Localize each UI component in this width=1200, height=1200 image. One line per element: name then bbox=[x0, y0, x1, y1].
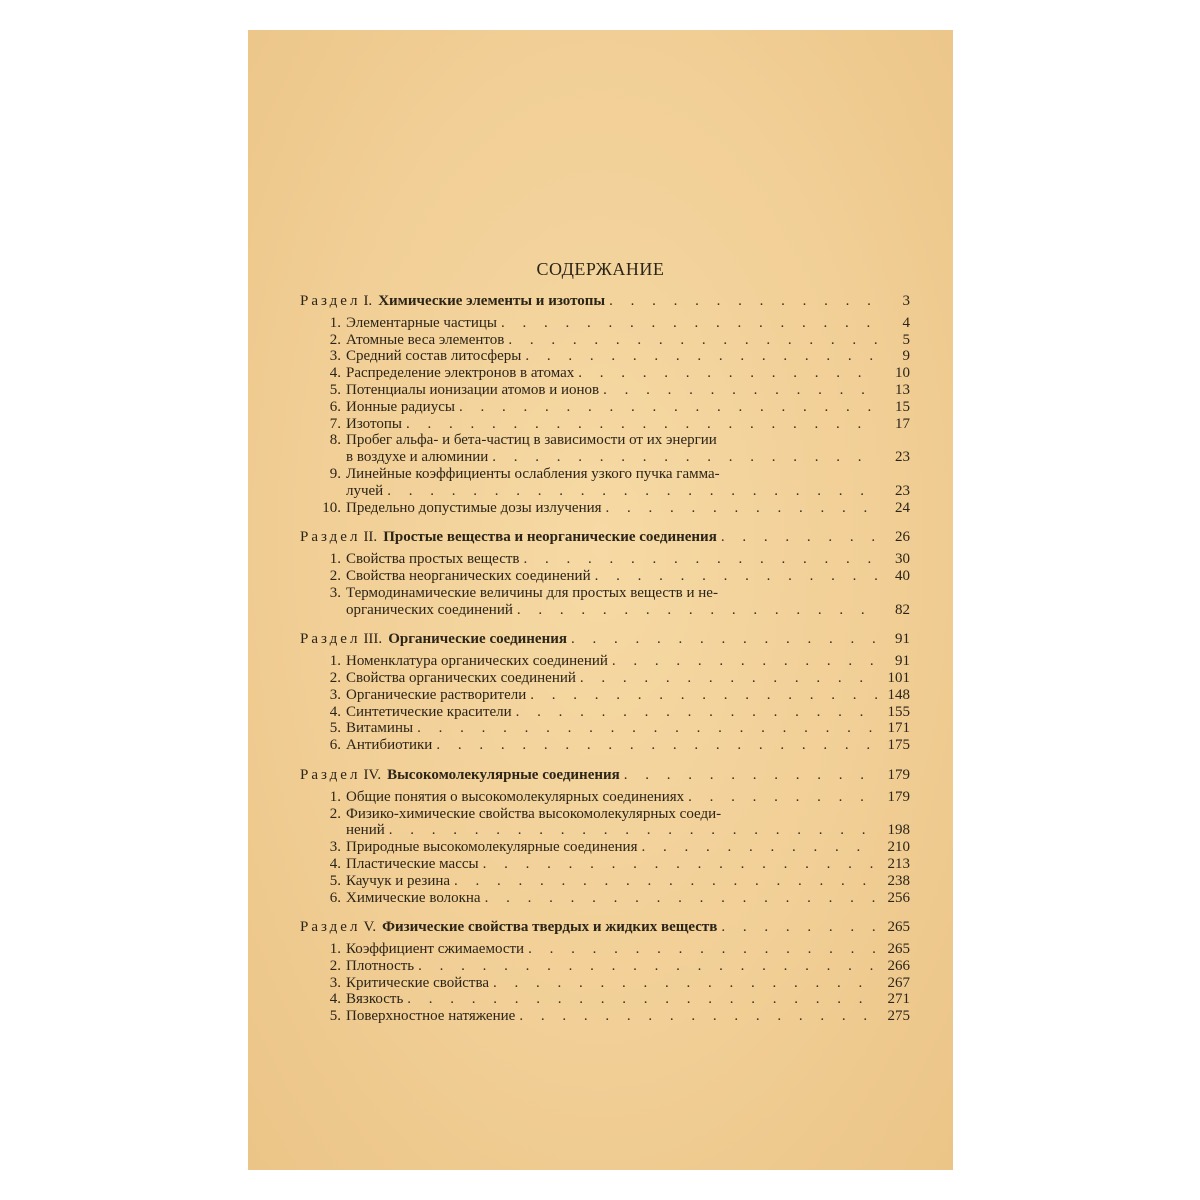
toc-entry bbox=[300, 432, 910, 449]
dot-leader bbox=[721, 919, 878, 936]
section-name: Физические свойства твердых и жидких веществ bbox=[382, 919, 718, 936]
entry-title: Свойства органических соединений bbox=[346, 669, 576, 686]
toc-entry bbox=[300, 890, 910, 907]
dot-leader bbox=[407, 991, 878, 1008]
section-heading bbox=[300, 293, 910, 310]
entry-title-continued: лучей bbox=[346, 482, 384, 499]
toc-entry bbox=[300, 1008, 910, 1025]
dot-leader bbox=[519, 1008, 878, 1025]
entry-title: Пластические массы bbox=[346, 855, 479, 872]
dot-leader bbox=[483, 856, 878, 873]
section-numeral: III. bbox=[363, 631, 383, 648]
page-number: 210 bbox=[887, 839, 910, 856]
dot-leader bbox=[609, 293, 878, 310]
dot-leader bbox=[516, 704, 878, 721]
section-heading bbox=[300, 919, 910, 936]
section-numeral: I. bbox=[363, 293, 373, 309]
page-number: 155 bbox=[887, 703, 910, 720]
page-number: 30 bbox=[895, 551, 910, 568]
entry-title: Потенциалы ионизации атомов и ионов bbox=[346, 381, 600, 398]
dot-leader bbox=[688, 789, 878, 806]
page-number: 10 bbox=[895, 365, 910, 382]
entry-title: Критические свойства bbox=[346, 974, 489, 991]
toc-entry-continuation bbox=[300, 822, 910, 839]
toc-entry bbox=[300, 416, 910, 433]
page-number: 148 bbox=[887, 686, 910, 703]
entry-number: 3. bbox=[329, 839, 341, 856]
dot-leader bbox=[530, 687, 878, 704]
toc-entry bbox=[300, 466, 910, 483]
dot-leader bbox=[501, 315, 878, 332]
toc-entry bbox=[300, 873, 910, 890]
page-number: 91 bbox=[895, 631, 910, 648]
toc-entry bbox=[300, 382, 910, 399]
dot-leader bbox=[493, 975, 878, 992]
entry-title: Коэффициент сжимаемости bbox=[346, 941, 525, 958]
page-number: 24 bbox=[895, 499, 910, 516]
entry-title: Ионные радиусы bbox=[346, 398, 455, 415]
toc-entry bbox=[300, 399, 910, 416]
page-number: 4 bbox=[902, 314, 910, 331]
entry-title: Природные высокомолекулярные соединения bbox=[346, 839, 638, 856]
section-word: Раздел bbox=[300, 919, 361, 936]
toc-entry bbox=[300, 568, 910, 585]
toc-entry bbox=[300, 332, 910, 349]
toc-entry bbox=[300, 670, 910, 687]
entry-number: 6. bbox=[329, 889, 341, 906]
entry-number: 8. bbox=[329, 432, 341, 449]
entry-title: Каучук и резина bbox=[346, 872, 451, 889]
toc-entry bbox=[300, 975, 910, 992]
entry-number: 2. bbox=[329, 805, 341, 822]
page-number: 40 bbox=[895, 567, 910, 584]
page-number: 26 bbox=[895, 529, 910, 546]
entry-title: Атомные веса элементов bbox=[346, 331, 505, 348]
page-number: 175 bbox=[887, 737, 910, 754]
entry-title: Изотопы bbox=[346, 415, 402, 432]
section-name: Химические элементы и изотопы bbox=[378, 293, 606, 309]
entry-number: 2. bbox=[329, 331, 341, 348]
page-number: 17 bbox=[895, 415, 910, 432]
page-number: 179 bbox=[887, 766, 910, 783]
toc-entry-continuation bbox=[300, 449, 910, 466]
dot-leader bbox=[528, 941, 878, 958]
entry-number: 2. bbox=[329, 567, 341, 584]
entry-number: 7. bbox=[329, 415, 341, 432]
dot-leader bbox=[517, 602, 878, 619]
entry-number: 6. bbox=[329, 737, 341, 754]
toc-entry bbox=[300, 687, 910, 704]
dot-leader bbox=[387, 483, 878, 500]
entry-title: Общие понятия о высокомолекулярных соединениях bbox=[346, 788, 685, 805]
toc-entry bbox=[300, 941, 910, 958]
toc-entry bbox=[300, 315, 910, 332]
entry-number: 1. bbox=[329, 551, 341, 568]
toc-entry bbox=[300, 653, 910, 670]
dot-leader bbox=[492, 449, 878, 466]
page-number: 179 bbox=[887, 788, 910, 805]
page-number: 9 bbox=[902, 348, 910, 365]
section-word: Раздел bbox=[300, 293, 361, 309]
entry-title-continued: органических соединений bbox=[346, 601, 513, 618]
entry-number: 4. bbox=[329, 365, 341, 382]
section-numeral: IV. bbox=[363, 766, 382, 783]
dot-leader bbox=[524, 551, 879, 568]
entry-title-continued: нений bbox=[346, 822, 385, 839]
toc-entry bbox=[300, 839, 910, 856]
page-number: 265 bbox=[887, 919, 910, 936]
entry-number: 1. bbox=[329, 314, 341, 331]
toc-entry bbox=[300, 806, 910, 823]
table-of-contents bbox=[300, 293, 910, 1038]
section-heading bbox=[300, 631, 910, 648]
page-number: 266 bbox=[887, 957, 910, 974]
page-number: 23 bbox=[895, 482, 910, 499]
dot-leader bbox=[721, 529, 878, 546]
entry-title: Антибиотики bbox=[346, 737, 433, 754]
entry-number: 3. bbox=[329, 686, 341, 703]
entry-number: 5. bbox=[329, 872, 341, 889]
entry-title: Средний состав литосферы bbox=[346, 348, 522, 365]
entry-number: 3. bbox=[329, 974, 341, 991]
dot-leader bbox=[508, 332, 878, 349]
page-number: 3 bbox=[902, 293, 910, 309]
entry-number: 5. bbox=[329, 381, 341, 398]
toc-entry bbox=[300, 704, 910, 721]
toc-entry bbox=[300, 551, 910, 568]
page-number: 82 bbox=[895, 601, 910, 618]
entry-title: Свойства неорганических соединений bbox=[346, 567, 591, 584]
entry-number: 6. bbox=[329, 398, 341, 415]
dot-leader bbox=[606, 500, 878, 517]
page-number: 265 bbox=[887, 941, 910, 958]
toc-entry-continuation bbox=[300, 602, 910, 619]
entry-title: Линейные коэффициенты ослабления узкого пучка гамма- bbox=[346, 465, 720, 482]
page-number: 213 bbox=[887, 855, 910, 872]
page-number: 15 bbox=[895, 398, 910, 415]
page-number: 23 bbox=[895, 449, 910, 466]
dot-leader bbox=[389, 822, 878, 839]
section-word: Раздел bbox=[300, 529, 361, 546]
toc-section bbox=[300, 631, 910, 754]
entry-number: 3. bbox=[329, 348, 341, 365]
toc-entry-continuation bbox=[300, 483, 910, 500]
section-heading bbox=[300, 767, 910, 784]
page-number: 101 bbox=[887, 669, 910, 686]
section-name: Высокомолекулярные соединения bbox=[387, 766, 620, 783]
page-number: 238 bbox=[887, 872, 910, 889]
entry-title: Витамины bbox=[346, 720, 414, 737]
entry-number: 4. bbox=[329, 991, 341, 1008]
section-name: Органические соединения bbox=[388, 631, 567, 648]
toc-entry bbox=[300, 348, 910, 365]
section-heading bbox=[300, 529, 910, 546]
dot-leader bbox=[603, 382, 878, 399]
dot-leader bbox=[595, 568, 878, 585]
toc-entry bbox=[300, 585, 910, 602]
dot-leader bbox=[578, 365, 878, 382]
dot-leader bbox=[525, 348, 878, 365]
page-number: 271 bbox=[887, 991, 910, 1008]
entry-title: Синтетические красители bbox=[346, 703, 512, 720]
entry-number: 2. bbox=[329, 669, 341, 686]
dot-leader bbox=[485, 890, 878, 907]
dot-leader bbox=[571, 631, 878, 648]
toc-section bbox=[300, 293, 910, 516]
toc-entry bbox=[300, 789, 910, 806]
entry-title: Плотность bbox=[346, 957, 415, 974]
dot-leader bbox=[612, 653, 878, 670]
entry-title: Свойства простых веществ bbox=[346, 551, 520, 568]
toc-entry bbox=[300, 720, 910, 737]
entry-title: Предельно допустимые дозы излучения bbox=[346, 499, 602, 516]
dot-leader bbox=[417, 720, 878, 737]
entry-number: 4. bbox=[329, 855, 341, 872]
toc-entry bbox=[300, 856, 910, 873]
page-number: 267 bbox=[887, 974, 910, 991]
entry-number: 1. bbox=[329, 653, 341, 670]
page-number: 171 bbox=[887, 720, 910, 737]
entry-number: 1. bbox=[329, 941, 341, 958]
entry-title: Пробег альфа- и бета-частиц в зависимости от их энергии bbox=[346, 432, 717, 449]
section-name: Простые вещества и неорганические соединения bbox=[383, 529, 717, 546]
entry-number: 9. bbox=[329, 465, 341, 482]
entry-title: Химические волокна bbox=[346, 889, 481, 906]
page-number: 198 bbox=[887, 822, 910, 839]
toc-section bbox=[300, 529, 910, 618]
page-number: 13 bbox=[895, 381, 910, 398]
page-number: 275 bbox=[887, 1008, 910, 1025]
entry-number: 3. bbox=[329, 584, 341, 601]
page-number: 256 bbox=[887, 889, 910, 906]
section-numeral: II. bbox=[363, 529, 378, 546]
dot-leader bbox=[418, 958, 878, 975]
entry-number: 1. bbox=[329, 788, 341, 805]
toc-entry bbox=[300, 958, 910, 975]
book-page bbox=[248, 30, 953, 1170]
entry-title: Поверхностное натяжение bbox=[346, 1008, 516, 1025]
page-title: СОДЕРЖАНИЕ bbox=[536, 259, 665, 279]
entry-number: 10. bbox=[322, 499, 341, 516]
dot-leader bbox=[406, 416, 878, 433]
toc-entry bbox=[300, 365, 910, 382]
page-number: 91 bbox=[895, 653, 910, 670]
entry-title: Распределение электронов в атомах bbox=[346, 365, 575, 382]
dot-leader bbox=[436, 737, 878, 754]
entry-title: Элементарные частицы bbox=[346, 314, 497, 331]
entry-number: 5. bbox=[329, 1008, 341, 1025]
entry-number: 5. bbox=[329, 720, 341, 737]
toc-section bbox=[300, 919, 910, 1025]
section-word: Раздел bbox=[300, 766, 361, 783]
section-numeral: V. bbox=[363, 919, 377, 936]
entry-title: Физико-химические свойства высокомолекулярных соеди- bbox=[346, 805, 722, 822]
entry-number: 4. bbox=[329, 703, 341, 720]
dot-leader bbox=[459, 399, 878, 416]
entry-title: Термодинамические величины для простых веществ и не- bbox=[346, 584, 718, 601]
page-number: 5 bbox=[902, 331, 910, 348]
entry-title: Вязкость bbox=[346, 991, 404, 1008]
section-word: Раздел bbox=[300, 631, 361, 648]
dot-leader bbox=[580, 670, 878, 687]
toc-section bbox=[300, 767, 910, 906]
dot-leader bbox=[641, 839, 878, 856]
entry-title: Номенклатура органических соединений bbox=[346, 653, 608, 670]
toc-entry bbox=[300, 500, 910, 517]
entry-title-continued: в воздухе и алюминии bbox=[346, 449, 489, 466]
toc-entry bbox=[300, 991, 910, 1008]
entry-number: 2. bbox=[329, 957, 341, 974]
dot-leader bbox=[624, 767, 878, 784]
toc-entry bbox=[300, 737, 910, 754]
dot-leader bbox=[454, 873, 878, 890]
entry-title: Органические растворители bbox=[346, 686, 527, 703]
